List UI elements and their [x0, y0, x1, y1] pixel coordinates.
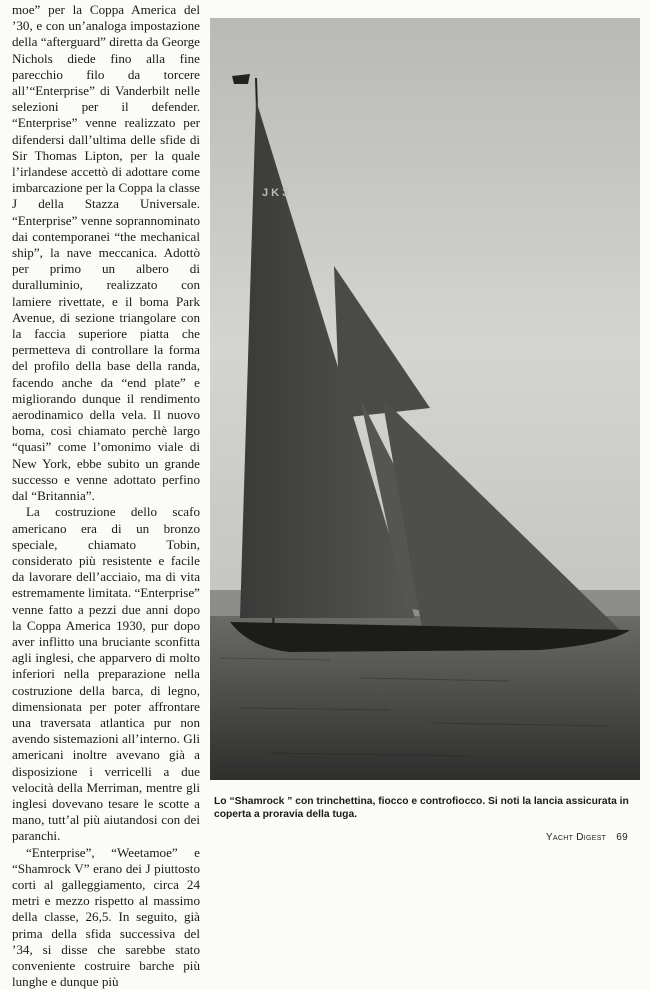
page-number: 69 [616, 832, 628, 843]
magazine-name: Yacht Digest [545, 832, 607, 843]
page-footer [546, 832, 628, 843]
sailboat-photo [210, 18, 640, 780]
photo-caption: Lo “Shamrock ” con trinchettina, fiocco e controfiocco. Si noti la lancia assicurata in coperta a proravia della tuga. [214, 796, 629, 820]
sail-number: J K 3 [262, 187, 289, 199]
article-paragraph: moe” per la Coppa America del ’30, e con un’analoga impostazione della “afterguard” diretta da George Nichols diede fino alla fine parecchio filo da torcere all’“Enterprise” di Vanderbilt nelle selezioni per il defender. “Enterprise” venne realizzato per difendersi dall’ultima delle sfide di Sir Thomas Lipton, per la quale l’irlandese accettò di adottare come imbarcazione per la Coppa la classe J della Stazza Universale. “Enterprise” venne soprannominato dai contemporanei “the mechanical ship”, la nave meccanica. Adottò per primo un albero di duralluminio, realizzato con lamiere rivettate, e il boma Park Avenue, di sezione triangolare con la faccia superiore piatta che permetteva di controllare la forma del profilo della base della randa, facendo anche da “end plate” e migliorando dunque il rendimento aerodinamico della vela. Il nuovo boma, così chiamato perchè largo “quasi” come l’omonimo viale di New York, ebbe subito un grande successo e venne adottato perfino dal “Britannia”. [12, 2, 200, 504]
article-paragraph: La costruzione dello scafo americano era di un bronzo speciale, chiamato Tobin, considerato più resistente e facile da lavorare dell’acciaio, ma di vita estremamente limitata. “Enterprise” venne fatto a pezzi due anni dopo la Coppa America 1930, pur dopo aver inflitto una bruciante sconfitta agli inglesi, che apparvero di molto inferiori nella preparazione nella costruzione della barca, di legno, dimensionata per poter affrontare una traversata atlantica pur non avendo sistemazioni all’interno. Gli americani inoltre avevano già a disposizione i verricelli a due velocità della Merriman, mentre gli inglesi dovevano tesare le scotte a mano, tutt’al più aiutandosi con dei paranchi. [12, 504, 200, 844]
sailboat-illustration [210, 18, 640, 780]
article-paragraph: “Enterprise”, “Weetamoe” e “Shamrock V” erano dei J piuttosto corti al galleggiamento, circa 24 metri e mezzo rispetto al massimo della classe, 26,5. In seguito, già prima della sfida successiva del ’34, si disse che sarebbe stato conveniente costruire barche più lunghe e dunque più [12, 844, 200, 990]
article-text-column [12, 2, 200, 990]
